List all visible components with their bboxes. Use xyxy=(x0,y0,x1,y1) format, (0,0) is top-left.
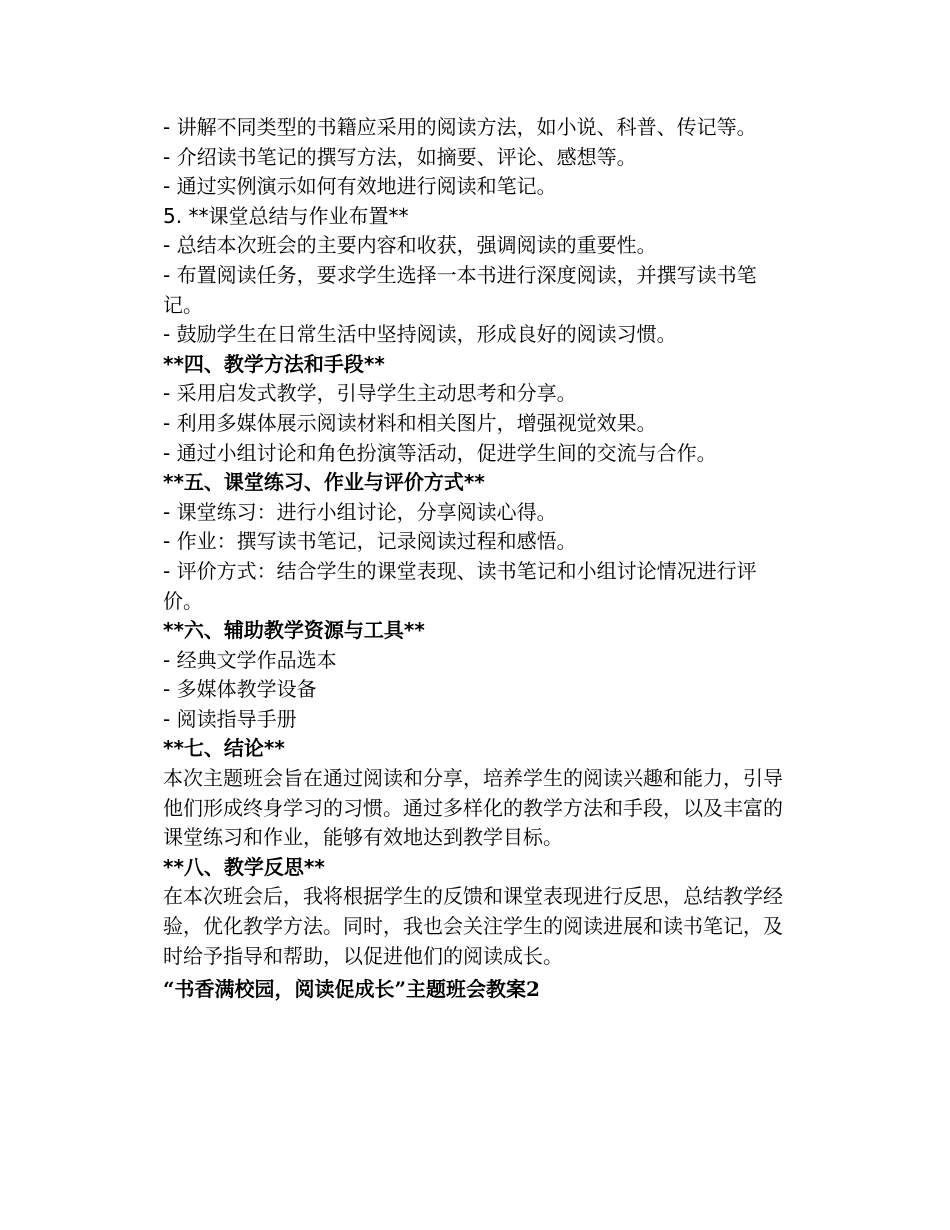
bullet-equipment: - 多媒体教学设备 xyxy=(163,677,317,702)
conclusion-paragraph: 本次主题班会旨在通过阅读和分享，培养学生的阅读兴趣和能力，引导他们形成终身学习的习惯。通过多样化的教学方法和手段，以及丰富的课堂练习和作业，能够有效地达到教学目标。 xyxy=(163,766,783,850)
next-lesson-title: “书香满校园，阅读促成长”主题班会教案2 xyxy=(163,977,540,1002)
bullet-group-activities: - 通过小组讨论和角色扮演等活动，促进学生间的交流与合作。 xyxy=(163,440,717,465)
document-page xyxy=(163,113,783,1005)
bullet-multimedia: - 利用多媒体展示阅读材料和相关图片，增强视觉效果。 xyxy=(163,410,657,435)
bullet-evaluation: - 评价方式：结合学生的课堂表现、读书笔记和小组讨论情况进行评价。 xyxy=(163,558,757,613)
bullet-demo: - 通过实例演示如何有效地进行阅读和笔记。 xyxy=(163,174,557,199)
section-heading-conclusion: **七、结论** xyxy=(163,736,285,761)
bullet-summary: - 总结本次班会的主要内容和收获，强调阅读的重要性。 xyxy=(163,233,657,258)
bullet-encourage: - 鼓励学生在日常生活中坚持阅读，形成良好的阅读习惯。 xyxy=(163,322,677,347)
section-heading-resources: **六、辅助教学资源与工具** xyxy=(163,618,425,643)
bullet-homework: - 作业：撰写读书笔记，记录阅读过程和感悟。 xyxy=(163,529,577,554)
bullet-heuristic: - 采用启发式教学，引导学生主动思考和分享。 xyxy=(163,381,577,406)
step-summary-heading: 5. **课堂总结与作业布置** xyxy=(163,203,409,228)
bullet-class-exercise: - 课堂练习：进行小组讨论，分享阅读心得。 xyxy=(163,499,557,524)
bullet-handbook: - 阅读指导手册 xyxy=(163,706,297,731)
bullet-literature: - 经典文学作品选本 xyxy=(163,647,337,672)
bullet-notes-methods: - 介绍读书笔记的撰写方法，如摘要、评论、感想等。 xyxy=(163,144,637,169)
section-heading-methods: **四、教学方法和手段** xyxy=(163,351,385,376)
section-heading-exercises: **五、课堂练习、作业与评价方式** xyxy=(163,470,485,495)
section-heading-reflection: **八、教学反思** xyxy=(163,854,325,879)
bullet-assign-task: - 布置阅读任务，要求学生选择一本书进行深度阅读，并撰写读书笔记。 xyxy=(163,262,757,317)
bullet-reading-methods: - 讲解不同类型的书籍应采用的阅读方法，如小说、科普、传记等。 xyxy=(163,115,757,139)
reflection-paragraph: 在本次班会后，我将根据学生的反馈和课堂表现进行反思，总结教学经验，优化教学方法。同时，我也会关注学生的阅读进展和读书笔记，及时给予指导和帮助，以促进他们的阅读成长。 xyxy=(163,884,783,968)
